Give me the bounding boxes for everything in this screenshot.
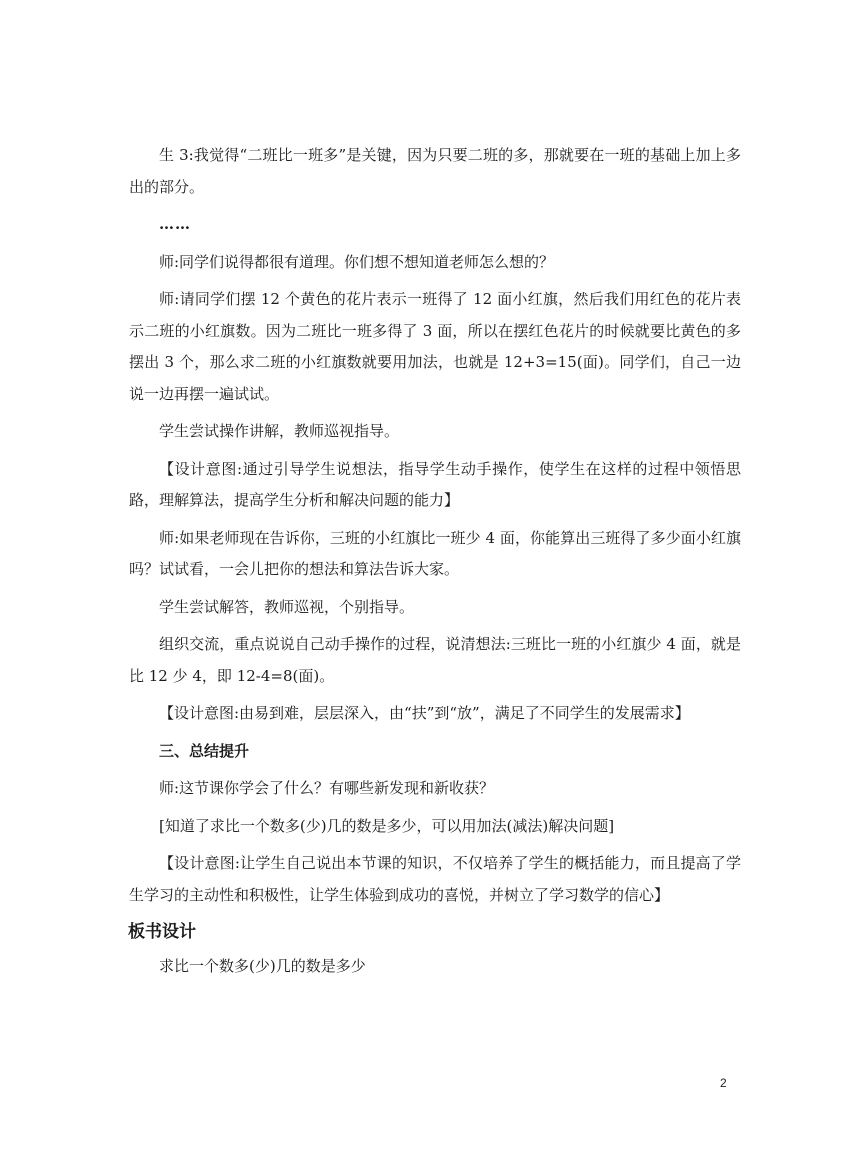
- paragraph-summary-answer: [知道了求比一个数多(少)几的数是多少，可以用加法(减法)解决问题]: [159, 816, 615, 835]
- paragraph-teacher-response: 师:同学们说得都很有道理。你们想不想知道老师怎么想的？: [159, 252, 555, 271]
- paragraph-design-intent-3: 【设计意图:让学生自己说出本节课的知识，不仅培养了学生的概括能力，而且提高了学生学习的主动性和积极性，让学生体验到成功的喜悦，并树立了学习数学的信心】: [129, 854, 741, 904]
- paragraph-teacher-question: 师:如果老师现在告诉你，三班的小红旗比一班少 4 面，你能算出三班得了多少面小红旗吗？试试看，一会儿把你的想法和算法告诉大家。: [129, 528, 741, 578]
- paragraph-summary-question: 师:这节课你学会了什么？有哪些新发现和新收获？: [159, 779, 495, 797]
- ellipsis-paragraph: ……: [159, 215, 191, 233]
- paragraph-student-3: 生 3:我觉得“二班比一班多”是关键，因为只要二班的多，那就要在一班的基础上加上多出的部分。: [129, 146, 741, 196]
- paragraph-exchange: 组织交流，重点说说自己动手操作的过程，说清想法:三班比一班的小红旗少 4 面，就是比 12 少 4，即 12-4=8(面)。: [129, 635, 741, 685]
- paragraph-design-intent-1: 【设计意图:通过引导学生说想法，指导学生动手操作，使学生在这样的过程中领悟思路，理解算法，提高学生分析和解决问题的能力】: [129, 459, 741, 509]
- page-number: 2: [720, 1076, 727, 1090]
- board-design-content: 求比一个数多(少)几的数是多少: [159, 957, 366, 975]
- paragraph-student-solve: 学生尝试解答，教师巡视，个别指导。: [159, 597, 415, 616]
- paragraph-design-intent-2: 【设计意图:由易到难，层层深入，由“扶”到“放”，满足了不同学生的发展需求】: [159, 704, 690, 722]
- section-heading-summary: 三、总结提升: [159, 741, 250, 760]
- paragraph-student-practice: 学生尝试操作讲解，教师巡视指导。: [159, 422, 400, 440]
- board-design-heading: 板书设计: [128, 922, 196, 942]
- page-content: [129, 140, 741, 989]
- paragraph-teacher-demo: 师:请同学们摆 12 个黄色的花片表示一班得了 12 面小红旗，然后我们用红色的花片表示二班的小红旗数。因为二班比一班多得了 3 面，所以在摆红色花片的时候就要比黄色的多摆出 3 个，那么求二班的小红旗数就要用加法，也就是 12+3=15(面)。同学们，自己一边说一边再摆一遍试试。: [129, 290, 741, 403]
